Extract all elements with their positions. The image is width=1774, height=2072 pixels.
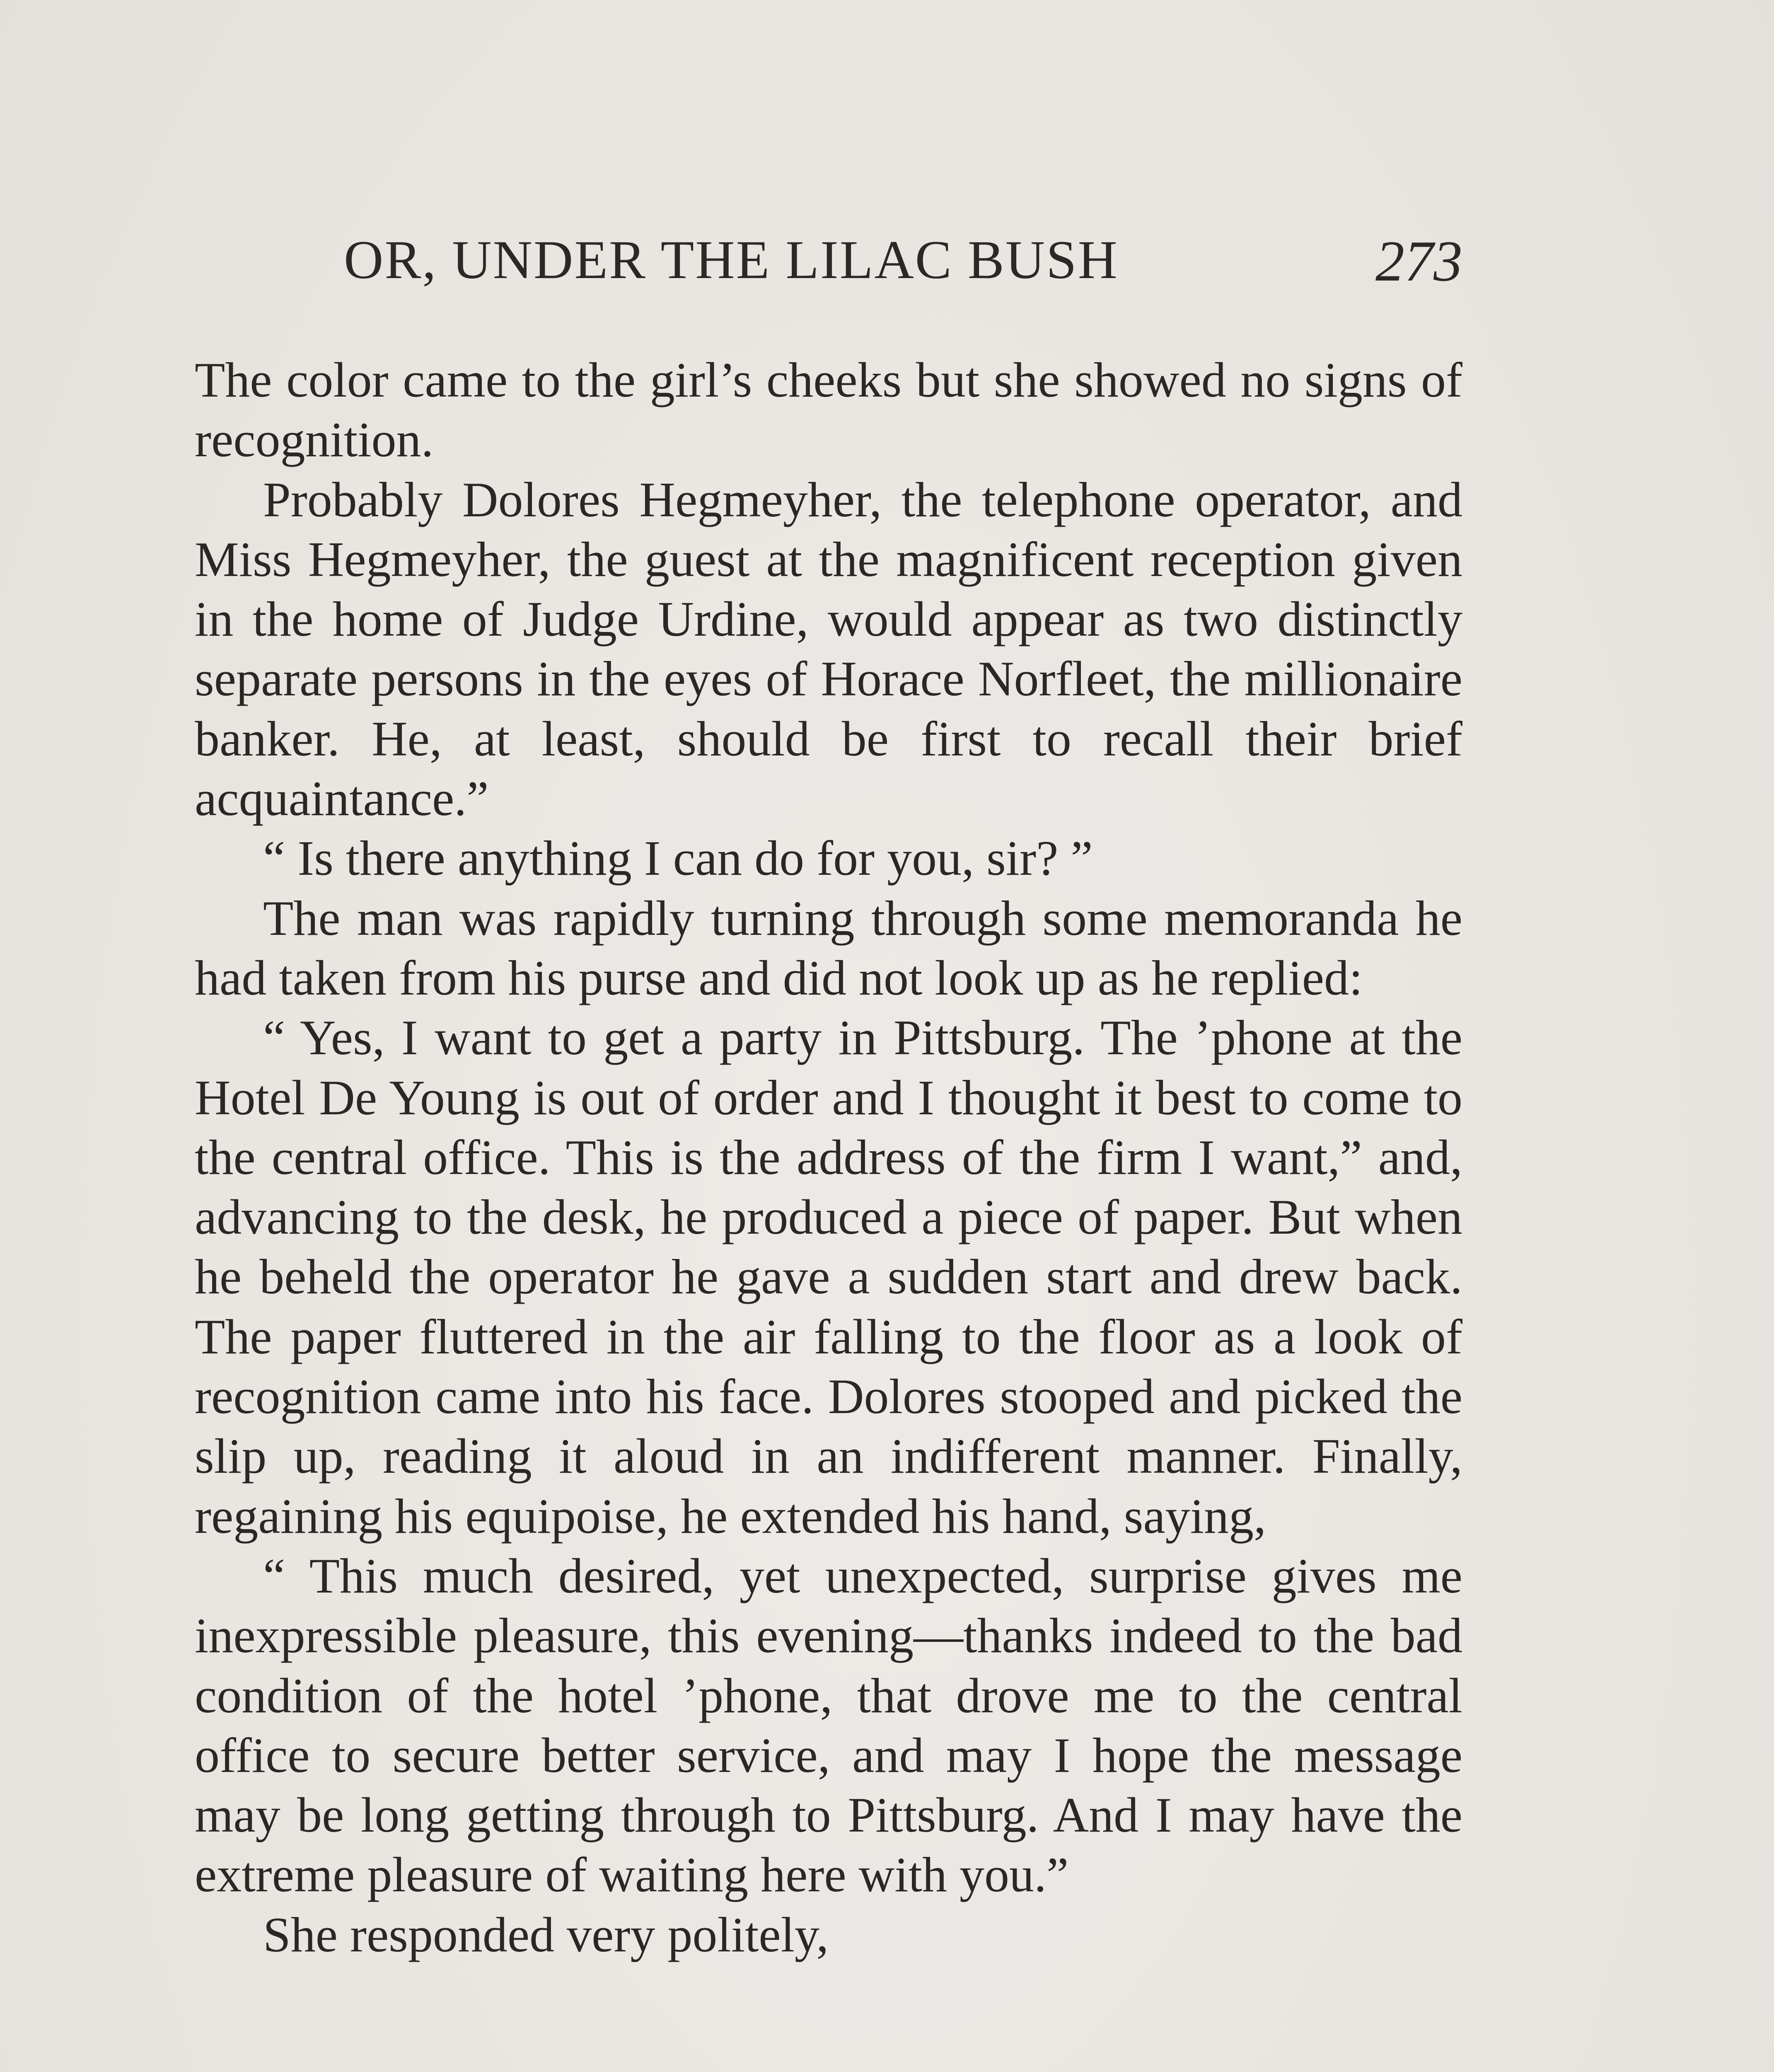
- paragraph: She responded very politely,: [263, 1907, 829, 1962]
- page-number: 273: [1375, 229, 1462, 293]
- running-head: [195, 220, 1462, 294]
- body-text: [195, 350, 1462, 1965]
- running-head-title: OR, UNDER THE LILAC BUSH: [344, 229, 1119, 290]
- paragraph: The color came to the girl’s cheeks but she showed no signs of recognition.: [195, 352, 1462, 467]
- paragraph: The man was rapidly turning through some memoranda he had taken from his purse and did not look up as he replied:: [195, 890, 1462, 1005]
- paragraph: “ This much desired, yet unexpected, surprise gives me inexpressible pleasure, this evening—thanks indeed to the bad condition of the hotel ’phone, that drove me to the central office to secure better service, and may I hope the message may be long getting through to Pittsburg. And I may have the extreme pleasure of waiting here with you.”: [195, 1548, 1462, 1903]
- paragraph: Probably Dolores Hegmeyher, the telephone operator, and Miss Hegmeyher, the guest at the magnificent reception given in the home of Judge Urdine, would appear as two distinctly separate persons in the eyes of Horace Norfleet, the millionaire banker. He, at least, should be first to recall their brief acquaintance.”: [195, 472, 1462, 826]
- paragraph: “ Yes, I want to get a party in Pittsburg. The ’phone at the Hotel De Young is out of order and I thought it best to come to the central office. This is the address of the firm I want,” and, advancing to the desk, he produced a piece of paper. But when he beheld the operator he gave a sudden start and drew back. The paper fluttered in the air falling to the floor as a look of recognition came into his face. Dolores stooped and picked the slip up, reading it aloud in an indifferent manner. Finally, regaining his equipoise, he extended his hand, saying,: [195, 1010, 1462, 1544]
- paragraph: “ Is there anything I can do for you, sir? ”: [263, 830, 1093, 886]
